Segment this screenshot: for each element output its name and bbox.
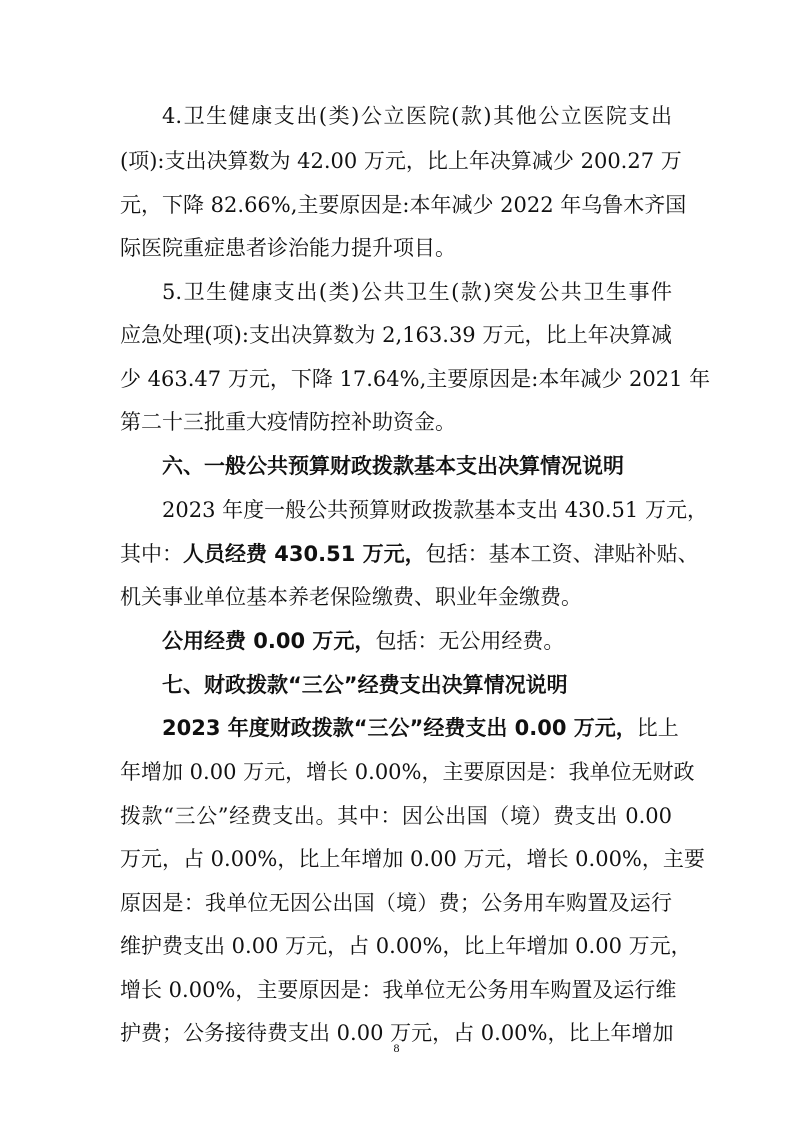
- paragraph-line: 年增加 0.00 万元，增长 0.00%，主要原因是：我单位无财政: [120, 760, 695, 784]
- paragraph-line: 增长 0.00%，主要原因是：我单位无公务用车购置及运行维: [120, 978, 677, 1002]
- paragraph-line: 2023 年度一般公共预算财政拨款基本支出 430.51 万元，: [162, 498, 708, 522]
- section-heading: 七、财政拨款“三公”经费支出决算情况说明: [162, 673, 568, 697]
- paragraph-line: 拨款“三公”经费支出。其中：因公出国（境）费支出 0.00: [120, 804, 672, 828]
- paragraph-line: 护费；公务接待费支出 0.00 万元，占 0.00%，比上年增加: [120, 1021, 674, 1045]
- paragraph-line: 机关事业单位基本养老保险缴费、职业年金缴费。: [120, 585, 582, 609]
- paragraph-line: 4.卫生健康支出(类)公立医院(款)其他公立医院支出: [162, 104, 672, 128]
- paragraph-line: 第二十三批重大疫情防控补助资金。: [120, 410, 456, 434]
- page-number: 8: [393, 1041, 400, 1055]
- bold-text-run: 人员经费 430.51 万元，: [183, 542, 426, 566]
- paragraph-line: 维护费支出 0.00 万元，占 0.00%，比上年增加 0.00 万元，: [120, 934, 692, 958]
- paragraph-line: [120, 540, 699, 568]
- text-run: 包括：基本工资、津贴补贴、: [425, 542, 699, 566]
- text-run: 比上: [636, 716, 679, 740]
- paragraph-line: [162, 714, 679, 742]
- paragraph-line: 万元，占 0.00%，比上年增加 0.00 万元，增长 0.00%，主要: [120, 847, 705, 871]
- bold-text-run: 2023 年度财政拨款“三公”经费支出 0.00 万元，: [162, 716, 637, 740]
- paragraph-line: 应急处理(项):支出决算数为 2,163.39 万元，比上年决算减: [120, 323, 672, 347]
- paragraph-line: [162, 627, 672, 655]
- paragraph-line: 少 463.47 万元，下降 17.64%,主要原因是:本年减少 2021 年: [120, 367, 711, 391]
- paragraph-line: 元，下降 82.66%,主要原因是:本年减少 2022 年乌鲁木齐国: [120, 193, 687, 217]
- paragraph-line: 5.卫生健康支出(类)公共卫生(款)突发公共卫生事件: [162, 280, 672, 304]
- paragraph-line: 际医院重症患者诊治能力提升项目。: [120, 236, 456, 260]
- text-run: 包括：无公用经费。: [375, 629, 565, 653]
- bold-text-run: 公用经费 0.00 万元，: [162, 629, 376, 653]
- section-heading: 六、一般公共预算财政拨款基本支出决算情况说明: [162, 454, 624, 478]
- paragraph-line: 原因是：我单位无因公出国（境）费；公务用车购置及运行: [120, 891, 672, 915]
- paragraph-line: (项):支出决算数为 42.00 万元，比上年决算减少 200.27 万: [120, 149, 682, 173]
- text-run: 其中：: [120, 542, 183, 566]
